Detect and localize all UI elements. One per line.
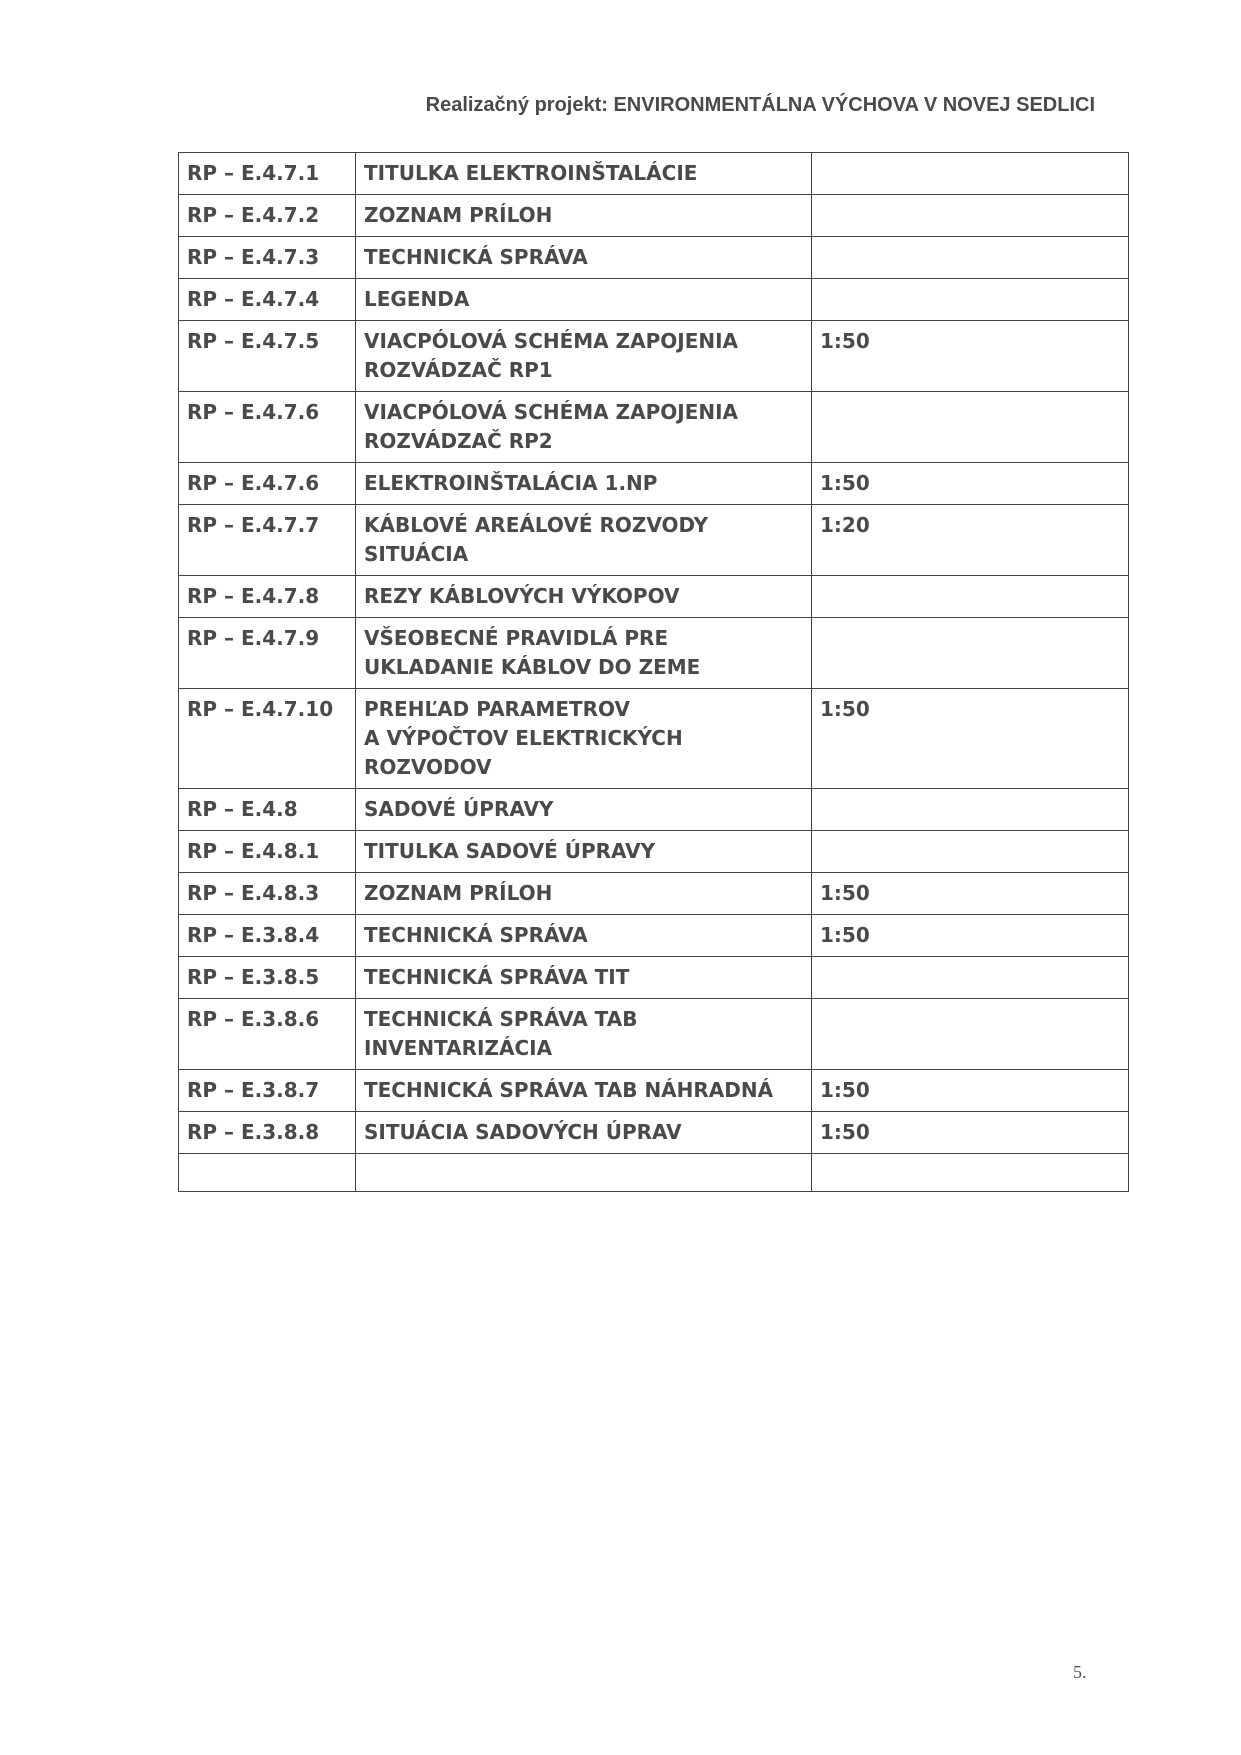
drawing-name-cell: [356, 1154, 812, 1192]
page-number: 5.: [1073, 1662, 1087, 1682]
drawing-name-cell: SITUÁCIA SADOVÝCH ÚPRAV: [356, 1112, 812, 1154]
drawing-scale-cell: [812, 392, 1129, 463]
drawing-scale-cell: [812, 618, 1129, 689]
drawing-scale-cell: [812, 195, 1129, 237]
drawing-scale-cell: 1:50: [812, 1070, 1129, 1112]
table-row: [179, 1154, 1129, 1192]
drawing-code-cell: RP – E.4.8.1: [179, 831, 356, 873]
table-row: [179, 999, 1129, 1070]
table-row: [179, 237, 1129, 279]
table-row: [179, 915, 1129, 957]
table-row: [179, 957, 1129, 999]
drawing-code-cell: RP – E.3.8.5: [179, 957, 356, 999]
table-row: [179, 831, 1129, 873]
drawing-code-cell: RP – E.3.8.7: [179, 1070, 356, 1112]
drawing-scale-cell: [812, 1154, 1129, 1192]
drawing-scale-cell: 1:50: [812, 1112, 1129, 1154]
drawing-scale-cell: [812, 831, 1129, 873]
drawing-scale-cell: 1:50: [812, 463, 1129, 505]
drawing-name-cell: TITULKA SADOVÉ ÚPRAVY: [356, 831, 812, 873]
drawing-code-cell: [179, 1154, 356, 1192]
table-row: [179, 195, 1129, 237]
table-body: [179, 153, 1129, 1192]
drawing-scale-cell: 1:50: [812, 321, 1129, 392]
drawing-name-cell: TECHNICKÁ SPRÁVA: [356, 915, 812, 957]
drawing-scale-cell: [812, 237, 1129, 279]
table-row: [179, 279, 1129, 321]
drawing-code-cell: RP – E.4.7.1: [179, 153, 356, 195]
drawing-scale-cell: 1:50: [812, 915, 1129, 957]
page-header-title: Realizačný projekt: ENVIRONMENTÁLNA VÝCHOVA V NOVEJ SEDLICI: [425, 94, 1095, 116]
table-row: [179, 153, 1129, 195]
drawing-scale-cell: 1:50: [812, 873, 1129, 915]
drawing-name-cell: TITULKA ELEKTROINŠTALÁCIE: [356, 153, 812, 195]
drawing-code-cell: RP – E.4.7.5: [179, 321, 356, 392]
drawing-name-cell: VIACPÓLOVÁ SCHÉMA ZAPOJENIA ROZVÁDZAČ RP1: [356, 321, 812, 392]
table-row: [179, 873, 1129, 915]
drawing-code-cell: RP – E.4.7.8: [179, 576, 356, 618]
drawing-code-cell: RP – E.4.7.4: [179, 279, 356, 321]
drawing-name-cell: TECHNICKÁ SPRÁVA TIT: [356, 957, 812, 999]
drawing-code-cell: RP – E.4.7.3: [179, 237, 356, 279]
drawing-scale-cell: [812, 576, 1129, 618]
table-row: [179, 1112, 1129, 1154]
drawing-code-cell: RP – E.4.7.6: [179, 463, 356, 505]
drawing-code-cell: RP – E.3.8.4: [179, 915, 356, 957]
drawing-name-cell: PREHĽAD PARAMETROV A VÝPOČTOV ELEKTRICKÝCH ROZVODOV: [356, 689, 812, 789]
drawing-name-cell: ZOZNAM PRÍLOH: [356, 195, 812, 237]
drawing-name-cell: VIACPÓLOVÁ SCHÉMA ZAPOJENIA ROZVÁDZAČ RP2: [356, 392, 812, 463]
drawing-code-cell: RP – E.4.7.7: [179, 505, 356, 576]
drawing-scale-cell: 1:20: [812, 505, 1129, 576]
drawing-name-cell: TECHNICKÁ SPRÁVA TAB NÁHRADNÁ: [356, 1070, 812, 1112]
drawing-name-cell: SADOVÉ ÚPRAVY: [356, 789, 812, 831]
drawing-code-cell: RP – E.4.7.2: [179, 195, 356, 237]
drawing-name-cell: TECHNICKÁ SPRÁVA: [356, 237, 812, 279]
table-row: [179, 789, 1129, 831]
drawing-code-cell: RP – E.4.8: [179, 789, 356, 831]
drawing-code-cell: RP – E.4.8.3: [179, 873, 356, 915]
drawing-scale-cell: [812, 789, 1129, 831]
drawing-code-cell: RP – E.4.7.6: [179, 392, 356, 463]
drawing-name-cell: ELEKTROINŠTALÁCIA 1.NP: [356, 463, 812, 505]
drawing-code-cell: RP – E.4.7.10: [179, 689, 356, 789]
drawing-name-cell: REZY KÁBLOVÝCH VÝKOPOV: [356, 576, 812, 618]
table-row: [179, 463, 1129, 505]
drawing-name-cell: KÁBLOVÉ AREÁLOVÉ ROZVODY SITUÁCIA: [356, 505, 812, 576]
table-row: [179, 505, 1129, 576]
drawing-name-cell: VŠEOBECNÉ PRAVIDLÁ PRE UKLADANIE KÁBLOV DO ZEME: [356, 618, 812, 689]
table-row: [179, 618, 1129, 689]
drawings-list-table: [178, 152, 1129, 1192]
table-row: [179, 689, 1129, 789]
table-row: [179, 321, 1129, 392]
drawing-code-cell: RP – E.4.7.9: [179, 618, 356, 689]
table-row: [179, 576, 1129, 618]
drawing-scale-cell: [812, 999, 1129, 1070]
drawing-code-cell: RP – E.3.8.6: [179, 999, 356, 1070]
drawing-code-cell: RP – E.3.8.8: [179, 1112, 356, 1154]
table-row: [179, 1070, 1129, 1112]
drawing-name-cell: TECHNICKÁ SPRÁVA TAB INVENTARIZÁCIA: [356, 999, 812, 1070]
drawing-scale-cell: [812, 153, 1129, 195]
drawing-scale-cell: [812, 279, 1129, 321]
drawing-name-cell: ZOZNAM PRÍLOH: [356, 873, 812, 915]
drawing-scale-cell: 1:50: [812, 689, 1129, 789]
drawing-name-cell: LEGENDA: [356, 279, 812, 321]
drawing-scale-cell: [812, 957, 1129, 999]
table-row: [179, 392, 1129, 463]
